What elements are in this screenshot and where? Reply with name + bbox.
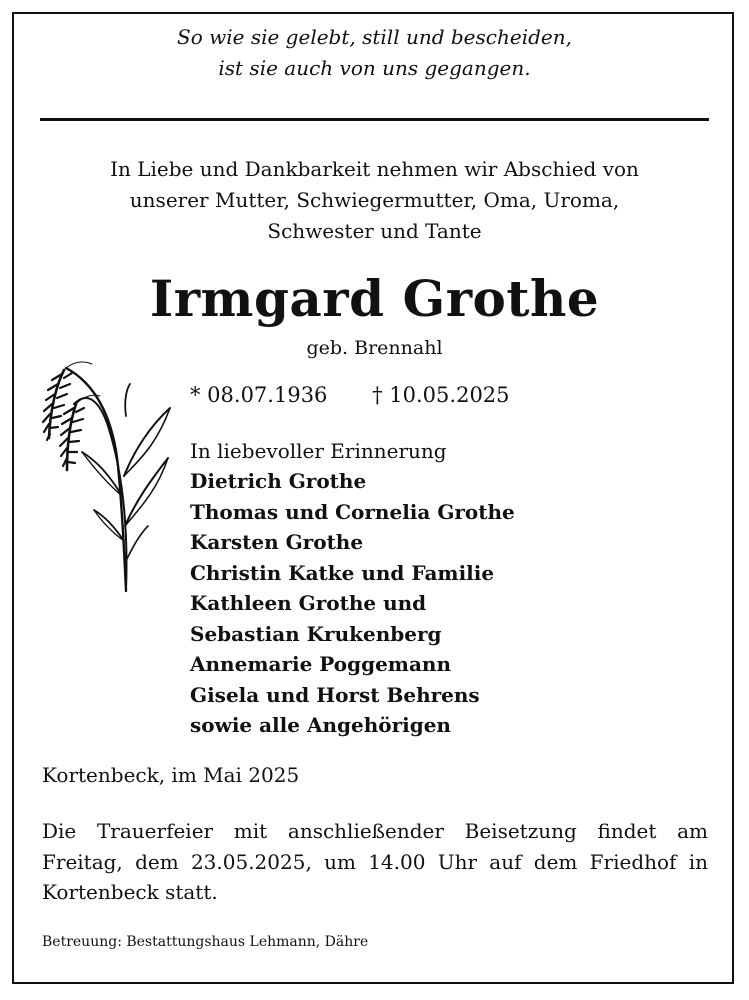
birth-date: * 08.07.1936 (190, 383, 328, 407)
list-item: Gisela und Horst Behrens (190, 682, 480, 707)
list-item: Karsten Grothe (190, 530, 364, 554)
funeral-home-credit: Betreuung: Bestattungshaus Lehmann, Dähre (42, 934, 369, 950)
place-and-date: Kortenbeck, im Mai 2025 (42, 763, 300, 787)
memoriam-heading: In liebevoller Erinnerung (190, 439, 447, 463)
life-dates (190, 379, 510, 411)
intro-line: In Liebe und Dankbarkeit nehmen wir Abschied von (110, 157, 639, 181)
birth-name: geb. Brennahl (306, 337, 443, 359)
intro-line: Schwester und Tante (267, 219, 482, 243)
list-item: sowie alle Angehörigen (190, 713, 451, 737)
intro-line: unserer Mutter, Schwiegermutter, Oma, Uroma, (129, 188, 620, 212)
list-item: Christin Katke und Familie (190, 560, 495, 585)
motto-line: So wie sie gelebt, still und bescheiden, (177, 25, 572, 49)
list-item: Sebastian Krukenberg (190, 621, 442, 646)
list-item: Kathleen Grothe und (190, 591, 427, 615)
list-item: Dietrich Grothe (190, 469, 367, 493)
wheat-ear-icon (38, 356, 178, 596)
list-item: Annemarie Poggemann (190, 652, 452, 676)
farewell-intro (0, 154, 749, 247)
divider-rule (40, 118, 709, 121)
mourners-list (190, 466, 515, 741)
death-date: † 10.05.2025 (372, 383, 510, 407)
motto (0, 22, 749, 84)
funeral-service-info: Die Trauerfeier mit anschließender Beisetzung findet am Freitag, dem 23.05.2025, um 14.00 Uhr auf dem Friedhof in Kortenbeck statt. (42, 819, 708, 904)
motto-line: ist sie auch von uns gegangen. (218, 56, 531, 80)
deceased-name: Irmgard Grothe (149, 269, 600, 328)
list-item: Thomas und Cornelia Grothe (190, 499, 515, 524)
